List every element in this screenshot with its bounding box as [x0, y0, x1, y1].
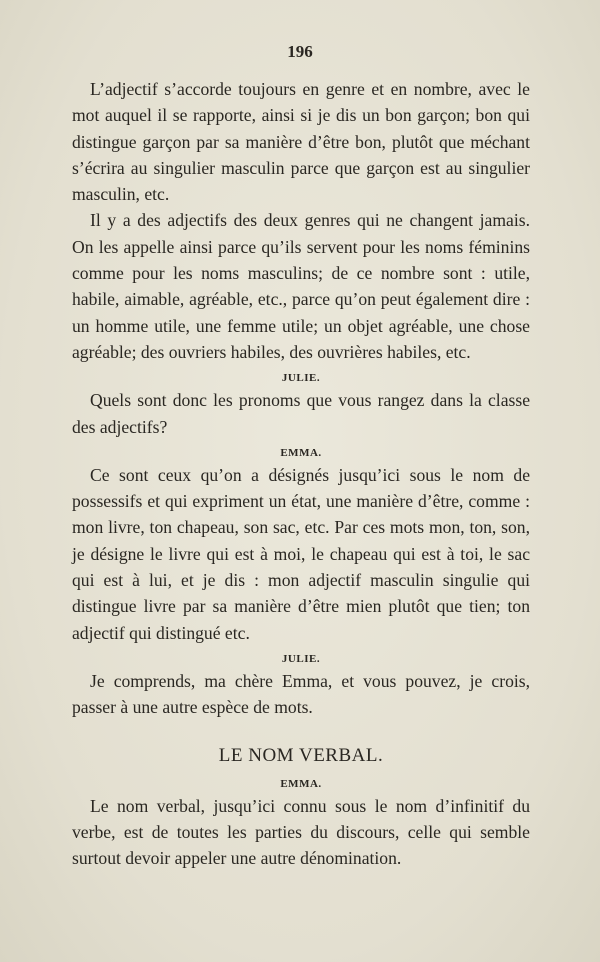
dialogue-emma-nom-verbal: Le nom verbal, jusqu’ici connu sous le nom d’infinitif du verbe, est de toutes les parties du discours, celle qui semble surtout devoir appeler une autre dénomination. [72, 795, 530, 869]
speaker-julie: JULIE. [281, 372, 321, 385]
paragraph-adjectifs-deux-genres: Il y a des adjectifs des deux genres qui ne changent jamais. On les appelle ainsi parce qu’ils servent pour les noms féminins comme pour les noms masculins; de ce nombre sont : utile, habile, aimable, agréable, etc., parce qu’on peut également dire : un homme utile, une femme utile; un objet agréable, une chose agréable; des ouvriers habiles, des ouvrières habiles, etc. [72, 210, 530, 362]
page-number: 196 [287, 42, 313, 61]
speaker-emma: EMMA. [280, 777, 322, 790]
section-heading: LE NOM VERBAL. [218, 744, 384, 766]
page-text [72, 76, 530, 871]
speaker-emma: EMMA. [280, 446, 322, 459]
paragraph-adjectif-accord: L’adjectif s’accorde toujours en genre et en nombre, avec le mot auquel il se rapporte, ainsi si je dis un bon garçon; bon qui distingue garçon par sa manière d’être bon, plutôt que méchant s’écrira au singulier masculin parce que garçon est au singulier masculin, etc. [72, 79, 530, 205]
speaker-julie: JULIE. [281, 652, 321, 665]
dialogue-julie-reply: Je comprends, ma chère Emma, et vous pouvez, je crois, passer à une autre espèce de mots. [72, 670, 530, 718]
dialogue-julie-question: Quels sont donc les pronoms que vous rangez dans la classe des adjectifs? [72, 390, 530, 437]
dialogue-emma-possessifs: Ce sont ceux qu’on a désignés jusqu’ici sous le nom de possessifs et qui expriment un état, une manière d’être, comme : mon livre, ton chapeau, son sac, etc. Par ces mots mon, ton, son, je désigne le livre qui est à moi, le chapeau qui est à toi, le sac qui est à lui, et je dis : mon adjectif masculin singulie qui distingue livre par sa manière d’être mien plutôt que tien; ton adjectif qui distingué etc. [72, 464, 530, 643]
